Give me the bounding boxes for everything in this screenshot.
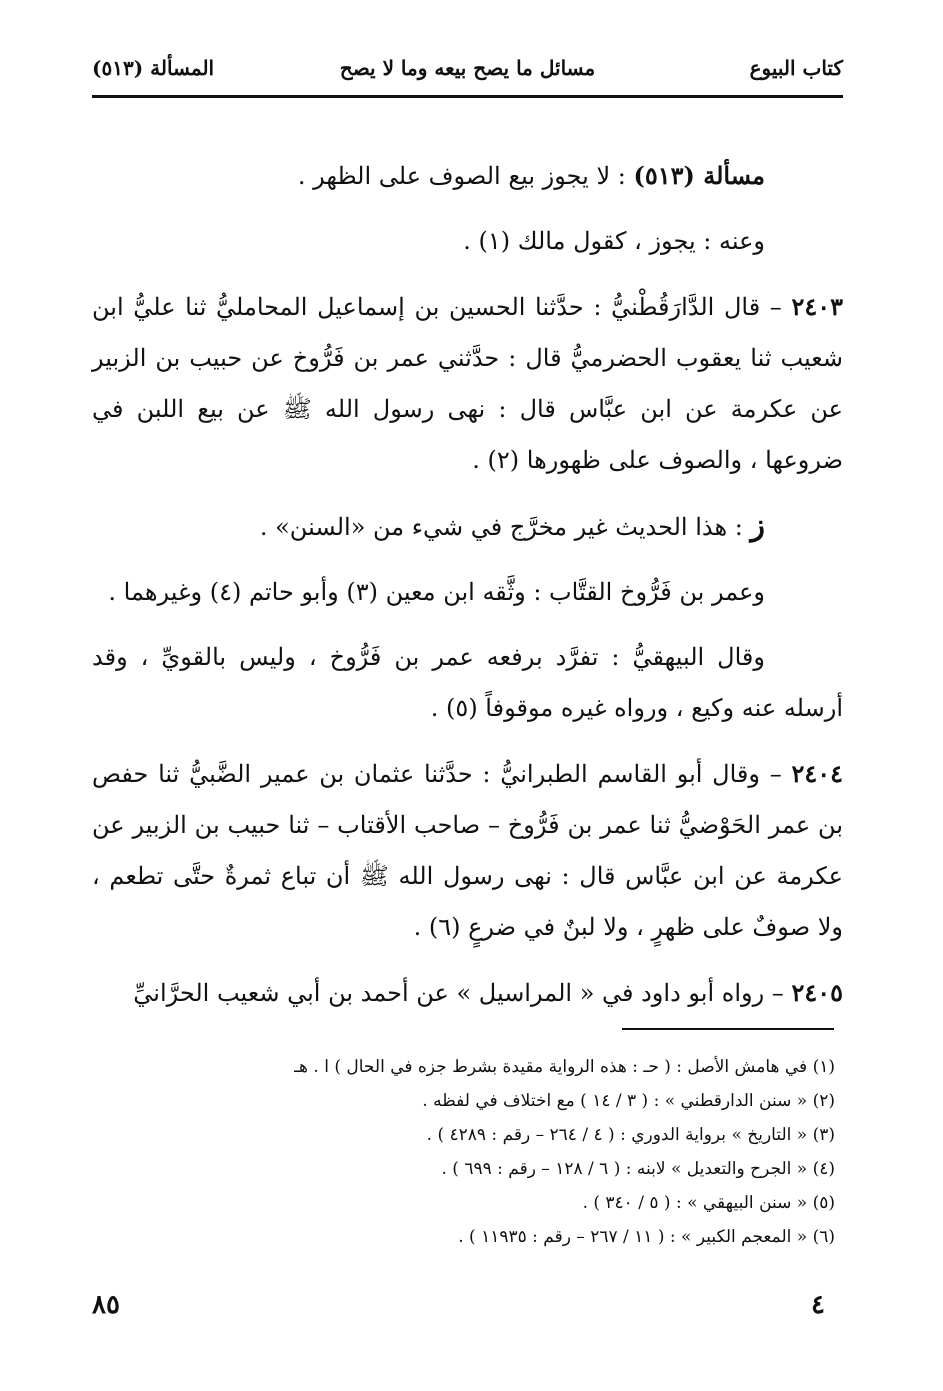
hadith-number: ٢٤٠٥ [791,978,843,1007]
header-book-title: كتاب البيوع [749,56,843,80]
z-symbol: ز [750,508,765,543]
hadith-number: ٢٤٠٤ [791,759,843,788]
footnote-2: (٢) « سنن الدارقطني » : ( ٣ / ١٤ ) مع اختلاف في لفظه . [422,1091,835,1111]
running-header [92,50,843,94]
hadith-text: – رواه أبو داود في « المراسيل » عن أحمد بن أبي شعيب الحرَّانيِّ [133,979,792,1007]
hadith-text: – قال الدَّارَقُطْنيُّ : حدَّثنا الحسين بن إسماعيل المحامليُّ ثنا عليُّ ابن شعيب ثنا يعقوب الحضرميُّ قال : حدَّثني عمر بن فَرُّوخ عن حبيب بن الزبير عن عكرمة عن ابن عبَّاس قال : نهى رسول الله ﷺ عن بيع اللبن في ضروعها ، والصوف على ظهورها (٢) . [92,293,843,474]
footnote-3: (٣) « التاريخ » برواية الدوري : ( ٤ / ٢٦٤ – رقم : ٤٢٨٩ ) . [426,1125,835,1145]
header-rule [92,95,843,98]
footnote-6: (٦) « المعجم الكبير » : ( ١١ / ٢٦٧ – رقم : ١١٩٣٥ ) . [458,1227,835,1247]
footnotes [150,1050,835,1254]
z-commentary [92,500,843,553]
narrator-note: وعمر بن فَرُّوخ القتَّاب : وثَّقه ابن معين (٣) وأبو حاتم (٤) وغيرهما . [108,578,765,606]
hadith-2404 [92,748,843,953]
footnote-rule [622,1028,834,1030]
footnote-4: (٤) « الجرح والتعديل » لابنه : ( ٦ / ١٢٨ – رقم : ٦٩٩ ) . [441,1159,835,1179]
alternate-opinion: وعنه : يجوز ، كقول مالك (١) . [463,227,765,255]
hadith-2405 [92,967,843,1019]
hadith-text: – وقال أبو القاسم الطبرانيُّ : حدَّثنا عثمان بن عمير الضَّبيُّ ثنا حفص بن عمر الحَوْضيُّ ثنا عمر بن فَرُّوخ – صاحب الأقتاب – ثنا حبيب بن الزبير عن عكرمة عن ابن عبَّاس قال : نهى رسول الله ﷺ أن تباع ثمرةٌ حتَّى تطعم ، ولا صوفٌ على ظهرٍ ، ولا لبنٌ في ضرعٍ (٦) . [92,760,843,941]
footnote-5: (٥) « سنن البيهقي » : ( ٥ / ٣٤٠ ) . [582,1193,835,1213]
bayhaqi-note: وقال البيهقيُّ : تفرَّد برفعه عمر بن فَرُّوخ ، وليس بالقويِّ ، وقد أرسله عنه وكيع ، ورواه غيره موقوفاً (٥) . [92,643,843,722]
page-number: ٨٥ [92,1290,120,1320]
issue-statement [92,150,843,202]
volume-number: ٤ [811,1290,825,1320]
header-chapter-title: مسائل ما يصح بيعه وما لا يصح [339,56,596,80]
hadith-2403 [92,281,843,486]
main-text [92,150,843,1033]
hadith-number: ٢٤٠٣ [791,292,843,321]
header-issue-number: المسألة (٥١٣) [92,56,215,80]
issue-lead: مسألة (٥١٣) [633,161,765,190]
footnote-1: (١) في هامش الأصل : ( حـ : هذه الرواية مقيدة بشرط جزه في الحال ) ا . هـ [294,1057,835,1077]
issue-text: : لا يجوز بيع الصوف على الظهر . [297,162,634,190]
z-text: : هذا الحديث غير مخرَّج في شيء من «السنن» . [259,513,751,541]
